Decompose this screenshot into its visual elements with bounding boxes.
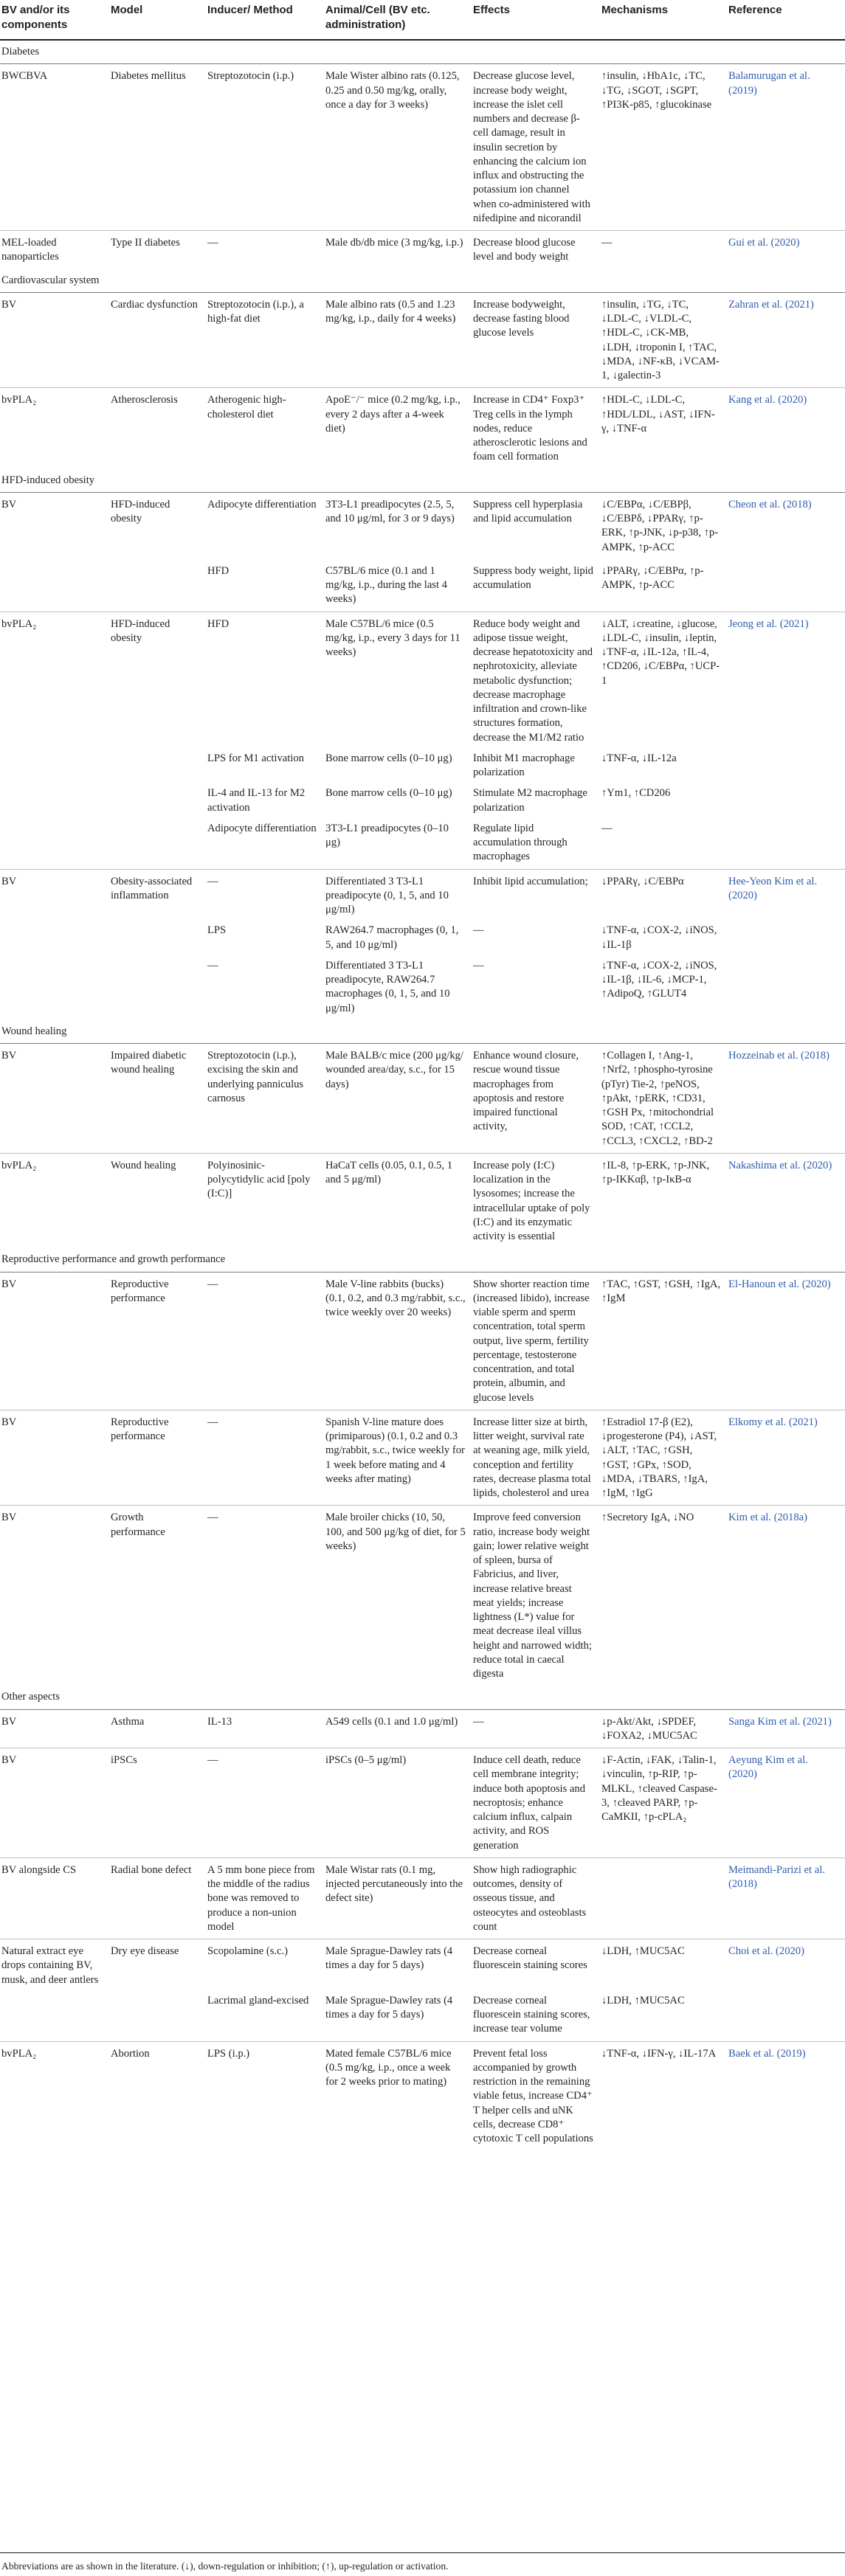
inducer-cell: — bbox=[206, 1272, 324, 1410]
table-row bbox=[0, 1857, 845, 1939]
animal-cell: Male Sprague-Dawley rats (4 times a day for 5 days) bbox=[325, 1945, 453, 1972]
effects-cell: Increase bodyweight, decrease fasting blood glucose levels bbox=[472, 292, 600, 388]
table-row bbox=[0, 64, 845, 231]
effects-cell: Decrease glucose level, increase body weight, increase the islet cell numbers and decrease β-cell damage, result in insulin secretion by enhancing the calcium ion influx and obstructing the potassium ion channel when co-administered with nifedipine and nicorandil bbox=[472, 64, 600, 231]
reference-link[interactable]: Elkomy et al. (2021) bbox=[727, 1410, 845, 1506]
model-cell: HFD-induced obesity bbox=[111, 617, 170, 644]
mechanisms-cell: — bbox=[601, 237, 613, 249]
reference-link[interactable]: Zahran et al. (2021) bbox=[727, 292, 845, 388]
section-row-obesity bbox=[0, 469, 845, 493]
components-cell bbox=[0, 921, 109, 957]
model-cell: Wound healing bbox=[111, 1159, 176, 1171]
components-cell bbox=[0, 559, 109, 612]
section-row-wound-healing bbox=[0, 1020, 845, 1044]
effects-cell: Inhibit lipid accumulation; bbox=[473, 875, 588, 887]
effects-cell: Decrease blood glucose level and body weight bbox=[473, 237, 576, 263]
model-cell bbox=[109, 1992, 206, 2041]
inducer-cell: HFD bbox=[206, 559, 324, 612]
mechanisms-cell: ↓TNF-α, ↓COX-2, ↓iNOS, ↓IL-1β, ↓IL-6, ↓MCP-1, ↑AdipoQ, ↑GLUT4 bbox=[601, 959, 717, 1000]
effects-cell: Reduce body weight and adipose tissue weight, decrease hepatotoxicity and nephrotoxicity, alleviate metabolic dysfunction; decrease macrophage infiltration and crown-like structures formation, decrease the M1/M2 ratio bbox=[473, 617, 593, 744]
effects-cell: Prevent fetal loss accompanied by growth restriction in the remaining viable fetus, increase CD4⁺ T helper cells and uNK cells, decrease CD8⁺ cytotoxic T cell populations bbox=[473, 2047, 593, 2144]
effects-cell: Regulate lipid accumulation through macrophages bbox=[472, 820, 600, 869]
components-cell: BV bbox=[1, 1512, 17, 1524]
components-cell bbox=[0, 820, 109, 869]
mechanisms-cell: ↑TAC, ↑GST, ↑GSH, ↑IgA, ↑IgM bbox=[600, 1272, 727, 1410]
mechanisms-cell: ↓ALT, ↓creatine, ↓glucose, ↓LDL-C, ↓insulin, ↓leptin, ↓TNF-α, ↓IL-12a, ↑IL-4, ↑CD206, ↓C/EBPα, ↑UCP-1 bbox=[601, 617, 720, 687]
section-title: HFD-induced obesity bbox=[0, 469, 845, 493]
table-row bbox=[0, 559, 845, 612]
inducer-cell: — bbox=[207, 1512, 218, 1524]
model-cell bbox=[109, 784, 206, 820]
inducer-cell: Lacrimal gland-excised bbox=[206, 1992, 324, 2041]
model-cell: Asthma bbox=[109, 1709, 206, 1748]
model-cell: Obesity-associated inflammation bbox=[111, 875, 193, 901]
header-components: BV and/or its components bbox=[1, 4, 70, 31]
mechanisms-cell: ↓LDH, ↑MUC5AC bbox=[601, 1945, 685, 1957]
effects-cell: — bbox=[473, 959, 484, 972]
effects-cell: Increase in CD4⁺ Foxp3⁺ Treg cells in the lymph nodes, reduce atherosclerotic lesions and foam cell formation bbox=[473, 394, 587, 463]
animal-cell: C57BL/6 mice (0.1 and 1 mg/kg, i.p., during the last 4 weeks) bbox=[324, 559, 472, 612]
effects-cell: — bbox=[473, 924, 484, 937]
inducer-cell: Scopolamine (s.c.) bbox=[207, 1945, 289, 1957]
animal-cell: 3T3-L1 preadipocytes (2.5, 5, and 10 μg/ml, for 3 or 9 days) bbox=[325, 498, 455, 524]
table-row bbox=[0, 612, 845, 749]
reference-cell bbox=[727, 1992, 845, 2041]
animal-cell: RAW264.7 macrophages (0, 1, 5, and 10 μg/ml) bbox=[325, 924, 459, 951]
inducer-cell: — bbox=[206, 1748, 324, 1858]
section-title: Cardiovascular system bbox=[0, 269, 845, 293]
reference-link[interactable]: Baek et al. (2019) bbox=[728, 2047, 806, 2060]
components-cell: bvPLA₂ bbox=[1, 1159, 37, 1171]
inducer-cell: IL-13 bbox=[206, 1709, 324, 1748]
inducer-cell: HFD bbox=[207, 617, 230, 630]
table-row bbox=[0, 1709, 845, 1748]
mechanisms-cell: ↑insulin, ↓TG, ↓TC, ↓LDL-C, ↓VLDL-C, ↑HDL-C, ↓CK-MB, ↓LDH, ↓troponin I, ↑TAC, ↓MDA, ↓NF-κB, ↓VCAM-1, ↓galectin-3 bbox=[600, 292, 727, 388]
mechanisms-cell: ↑Estradiol 17-β (E2), ↓progesterone (P4), ↓AST, ↓ALT, ↑TAC, ↑GSH, ↑GST, ↑GPx, ↑SOD, ↓MDA, ↓TBARS, ↑IgA, ↑IgM, ↑IgG bbox=[600, 1410, 727, 1506]
model-cell bbox=[109, 957, 206, 1020]
reference-link[interactable]: Kim et al. (2018a) bbox=[728, 1512, 807, 1524]
table-row bbox=[0, 292, 845, 388]
inducer-cell: Atherogenic high-cholesterol diet bbox=[207, 394, 286, 420]
components-cell: BV bbox=[0, 292, 109, 388]
reference-link[interactable]: Sanga Kim et al. (2021) bbox=[727, 1709, 845, 1748]
mechanisms-cell: ↑IL-8, ↑p-ERK, ↑p-JNK, ↑p-IKKαβ, ↑p-IκB-α bbox=[601, 1159, 710, 1185]
model-cell: Cardiac dysfunction bbox=[109, 292, 206, 388]
section-title: Other aspects bbox=[0, 1686, 845, 1709]
table-row bbox=[0, 1153, 845, 1248]
reference-link[interactable]: Balamurugan et al. (2019) bbox=[727, 64, 845, 231]
effects-cell: Suppress body weight, lipid accumulation bbox=[472, 559, 600, 612]
reference-link[interactable]: Choi et al. (2020) bbox=[728, 1945, 804, 1957]
animal-cell: Male Wistar rats (0.1 mg, injected percutaneously into the defect site) bbox=[324, 1857, 472, 1939]
model-cell: Diabetes mellitus bbox=[109, 64, 206, 231]
animal-cell: Differentiated 3 T3-L1 preadipocyte (0, 1, 5, and 10 μg/ml) bbox=[325, 875, 449, 915]
header-model: Model bbox=[111, 4, 143, 16]
components-cell: Natural extract eye drops containing BV, musk, and deer antlers bbox=[1, 1945, 99, 1986]
animal-cell: Male C57BL/6 mice (0.5 mg/kg, i.p., every 3 days for 11 weeks) bbox=[325, 617, 461, 658]
inducer-cell: — bbox=[207, 875, 218, 887]
mechanisms-cell: ↓LDH, ↑MUC5AC bbox=[600, 1992, 727, 2041]
inducer-cell: Adipocyte differentiation bbox=[207, 498, 317, 510]
animal-cell: iPSCs (0–5 μg/ml) bbox=[324, 1748, 472, 1858]
model-cell: Impaired diabetic wound healing bbox=[109, 1044, 206, 1154]
table-row bbox=[0, 869, 845, 921]
table-row bbox=[0, 1272, 845, 1410]
inducer-cell: Adipocyte differentiation bbox=[206, 820, 324, 869]
components-cell: BV bbox=[0, 1044, 109, 1154]
footnote-rule bbox=[0, 2552, 845, 2553]
effects-cell: Increase litter size at birth, litter weight, survival rate at weaning age, milk yield, conception and fertility rates, decrease plasma total lipids, cholesterol and urea bbox=[472, 1410, 600, 1506]
effects-cell: Improve feed conversion ratio, increase body weight gain; lower relative weight of spleen, bursa of Fabricius, and liver, increase relative breast meat yields; increase lightness (L*) value for meat decrease ileal villus height and narrowed width; reduce total in caecal digesta bbox=[473, 1512, 592, 1680]
animal-cell: Spanish V-line mature does (primiparous) (0.1, 0.2 and 0.3 mg/rabbit, s.c., twice weekly for 1 week before mating and 4 weeks after mating) bbox=[324, 1410, 472, 1506]
animal-cell: Male V-line rabbits (bucks) (0.1, 0.2, and 0.3 mg/rabbit, s.c., twice weekly over 20 weeks) bbox=[324, 1272, 472, 1410]
model-cell: Reproductive performance bbox=[109, 1410, 206, 1506]
animal-cell: Bone marrow cells (0–10 μg) bbox=[325, 787, 452, 800]
effects-cell: Inhibit M1 macrophage polarization bbox=[473, 752, 575, 778]
table-row bbox=[0, 1410, 845, 1506]
model-cell bbox=[109, 559, 206, 612]
reference-cell bbox=[727, 784, 845, 820]
reference-link[interactable]: Meimandi-Parizi et al. (2018) bbox=[727, 1857, 845, 1939]
mechanisms-cell: ↓TNF-α, ↓IL-12a bbox=[601, 752, 677, 764]
model-cell: Growth performance bbox=[111, 1512, 165, 1538]
inducer-cell: LPS bbox=[207, 924, 227, 937]
inducer-cell: — bbox=[206, 1410, 324, 1506]
mechanisms-cell bbox=[600, 1857, 727, 1939]
header-row bbox=[0, 0, 845, 40]
reference-link[interactable]: Aeyung Kim et al. (2020) bbox=[727, 1748, 845, 1858]
components-cell: BV bbox=[1, 875, 17, 887]
effects-cell: Stimulate M2 macrophage polarization bbox=[473, 787, 587, 814]
effects-cell: Enhance wound closure, rescue wound tissue macrophages from apoptosis and restore impaired functional activity, bbox=[472, 1044, 600, 1154]
model-cell bbox=[109, 820, 206, 869]
table-row bbox=[0, 749, 845, 785]
table-footnote: Abbreviations are as shown in the literature. (↓), down-regulation or inhibition; (↑), up-regulation or activation. bbox=[1, 2561, 449, 2572]
components-cell: BV bbox=[0, 1272, 109, 1410]
table-row bbox=[0, 231, 845, 269]
table-row bbox=[0, 2041, 845, 2150]
reference-cell bbox=[727, 820, 845, 869]
components-cell bbox=[0, 784, 109, 820]
header-animal-cell: Animal/Cell (BV etc. administration) bbox=[325, 4, 430, 31]
components-cell bbox=[0, 1992, 109, 2041]
table-row bbox=[0, 921, 845, 957]
animal-cell: Mated female C57BL/6 mice (0.5 mg/kg, i.p., once a week for 2 weeks prior to mating) bbox=[325, 2047, 452, 2088]
table-row bbox=[0, 1044, 845, 1154]
header-mechanisms: Mechanisms bbox=[601, 4, 669, 16]
model-cell: Type II diabetes bbox=[111, 237, 180, 249]
model-cell: Radial bone defect bbox=[109, 1857, 206, 1939]
model-cell: Reproductive performance bbox=[109, 1272, 206, 1410]
effects-cell: Increase poly (I:C) localization in the lysosomes; increase the intracellular uptake of poly (I:C) and its enzymatic activity is essential bbox=[473, 1159, 590, 1242]
animal-cell: Male broiler chicks (10, 50, 100, and 500 μg/kg of diet, for 5 weeks) bbox=[325, 1512, 466, 1552]
table-row bbox=[0, 820, 845, 869]
table-row bbox=[0, 492, 845, 559]
inducer-cell: — bbox=[207, 959, 218, 972]
reference-link[interactable]: Hee-Yeon Kim et al. (2020) bbox=[728, 875, 818, 901]
table-row bbox=[0, 1939, 845, 1992]
components-cell: BV bbox=[0, 1410, 109, 1506]
section-title: Reproductive performance and growth performance bbox=[0, 1248, 845, 1272]
reference-cell bbox=[727, 957, 845, 1020]
components-cell: bvPLA₂ bbox=[1, 394, 37, 406]
inducer-cell: LPS for M1 activation bbox=[207, 752, 304, 764]
mechanisms-cell: ↓PPARγ, ↓C/EBPα bbox=[601, 875, 684, 887]
section-title: Wound healing bbox=[0, 1020, 845, 1044]
reference-link[interactable]: Kang et al. (2020) bbox=[728, 394, 807, 406]
inducer-cell: — bbox=[207, 237, 218, 249]
header-inducer: Inducer/ Method bbox=[207, 4, 293, 16]
mechanisms-cell: ↑Ym1, ↑CD206 bbox=[601, 787, 671, 800]
section-row-other bbox=[0, 1686, 845, 1709]
effects-cell: Suppress cell hyperplasia and lipid accumulation bbox=[473, 498, 583, 524]
animal-cell: 3T3-L1 preadipocytes (0–10 μg) bbox=[324, 820, 472, 869]
animal-cell: A549 cells (0.1 and 1.0 μg/ml) bbox=[324, 1709, 472, 1748]
inducer-cell: Polyinosinic-polycytidylic acid [poly (I:C)] bbox=[207, 1159, 311, 1200]
components-cell: MEL-loaded nanoparticles bbox=[1, 237, 59, 263]
components-cell: BV alongside CS bbox=[0, 1857, 109, 1939]
model-cell bbox=[109, 749, 206, 785]
table-row bbox=[0, 957, 845, 1020]
effects-cell: Decrease corneal fluorescein staining scores bbox=[473, 1945, 587, 1972]
mechanisms-cell: ↓TNF-α, ↓IFN-γ, ↓IL-17A bbox=[601, 2047, 717, 2060]
animal-cell: Male albino rats (0.5 and 1.23 mg/kg, i.p., daily for 4 weeks) bbox=[324, 292, 472, 388]
reference-link[interactable]: Cheon et al. (2018) bbox=[728, 498, 812, 510]
inducer-cell: A 5 mm bone piece from the middle of the radius bone was removed to produce a non-union model bbox=[206, 1857, 324, 1939]
components-cell bbox=[0, 749, 109, 785]
mechanisms-cell: ↓C/EBPα, ↓C/EBPβ, ↓C/EBPδ, ↓PPARγ, ↑p-ERK, ↑p-JNK, ↓p-p38, ↑p-AMPK, ↑p-ACC bbox=[601, 498, 719, 553]
table-body bbox=[0, 40, 845, 2150]
effects-cell: Decrease corneal fluorescein staining scores, increase tear volume bbox=[472, 1992, 600, 2041]
model-cell: Atherosclerosis bbox=[111, 394, 178, 406]
animal-cell: Male db/db mice (3 mg/kg, i.p.) bbox=[325, 237, 463, 249]
effects-cell: Show shorter reaction time (increased libido), increase viable sperm and sperm concentration, total sperm output, live sperm, fertility percentage, testosterone concentration, and total protein, albumin, and glucose levels bbox=[472, 1272, 600, 1410]
components-cell: BV bbox=[1, 498, 17, 510]
animal-cell: HaCaT cells (0.05, 0.1, 0.5, 1 and 5 μg/ml) bbox=[325, 1159, 452, 1185]
mechanisms-cell: ↑insulin, ↓HbA1c, ↓TC, ↓TG, ↓SGOT, ↓SGPT, ↑PI3K-p85, ↑glucokinase bbox=[600, 64, 727, 231]
reference-link[interactable]: Gui et al. (2020) bbox=[728, 237, 800, 249]
components-cell: BWCBVA bbox=[0, 64, 109, 231]
inducer-cell: Streptozotocin (i.p.), a high-fat diet bbox=[206, 292, 324, 388]
mechanisms-cell: — bbox=[600, 820, 727, 869]
animal-cell: Differentiated 3 T3-L1 preadipocyte, RAW264.7 macrophages (0, 1, 5, and 10 μg/ml) bbox=[325, 959, 450, 1014]
model-cell: HFD-induced obesity bbox=[111, 498, 170, 524]
mechanisms-cell: ↑HDL-C, ↓LDL-C, ↑HDL/LDL, ↓AST, ↓IFN-γ, ↓TNF-α bbox=[601, 394, 715, 434]
table-row bbox=[0, 388, 845, 469]
model-cell: Abortion bbox=[111, 2047, 150, 2060]
components-cell: bvPLA₂ bbox=[1, 2047, 37, 2060]
reference-link[interactable]: Nakashima et al. (2020) bbox=[728, 1159, 832, 1171]
header-reference: Reference bbox=[728, 4, 782, 16]
table-row bbox=[0, 784, 845, 820]
inducer-cell: Streptozotocin (i.p.) bbox=[206, 64, 324, 231]
section-row-diabetes bbox=[0, 40, 845, 64]
components-cell: BV bbox=[0, 1748, 109, 1858]
table-row bbox=[0, 1506, 845, 1686]
mechanisms-cell: ↑Collagen I, ↑Ang-1, ↑Nrf2, ↑phospho-tyrosine (pTyr) Tie-2, ↑peNOS, ↑pAkt, ↑pERK, ↑CD31, ↑GSH Px, ↑mitochondrial SOD, ↑CAT, ↑CCL2, ↑CCL3, ↑CXCL2, ↑BD-2 bbox=[600, 1044, 727, 1154]
reference-cell bbox=[727, 559, 845, 612]
animal-cell: Male Sprague-Dawley rats (4 times a day for 5 days) bbox=[324, 1992, 472, 2041]
model-cell: Dry eye disease bbox=[111, 1945, 179, 1957]
model-cell bbox=[109, 921, 206, 957]
components-cell: BV bbox=[0, 1709, 109, 1748]
inducer-cell: Streptozotocin (i.p.), excising the skin and underlying panniculus carnosus bbox=[206, 1044, 324, 1154]
table-row bbox=[0, 1748, 845, 1858]
section-title: Diabetes bbox=[0, 40, 845, 64]
table-header bbox=[0, 0, 845, 40]
animal-cell: Male BALB/c mice (200 μg/kg/ wounded area/day, s.c., for 15 days) bbox=[324, 1044, 472, 1154]
model-cell: iPSCs bbox=[109, 1748, 206, 1858]
section-row-cardiovascular bbox=[0, 269, 845, 293]
mechanisms-cell: ↓F-Actin, ↓FAK, ↓Talin-1, ↓vinculin, ↑p-RIP, ↑p-MLKL, ↑cleaved Caspase-3, ↑cleaved PARP, ↑p-CaMKII, ↑p-cPLA₂ bbox=[600, 1748, 727, 1858]
components-cell: bvPLA₂ bbox=[1, 617, 37, 630]
table-row bbox=[0, 1992, 845, 2041]
section-row-reproductive bbox=[0, 1248, 845, 1272]
reference-link[interactable]: Jeong et al. (2021) bbox=[728, 617, 809, 630]
effects-cell: — bbox=[472, 1709, 600, 1748]
inducer-cell: LPS (i.p.) bbox=[207, 2047, 250, 2060]
animal-cell: Male Wister albino rats (0.125, 0.25 and 0.50 mg/kg, orally, once a day for 3 weeks) bbox=[324, 64, 472, 231]
mechanisms-cell: ↑Secretory IgA, ↓NO bbox=[601, 1512, 694, 1524]
mechanisms-cell: ↓p-Akt/Akt, ↓SPDEF, ↓FOXA2, ↓MUC5AC bbox=[600, 1709, 727, 1748]
components-cell bbox=[0, 957, 109, 1020]
effects-cell: Show high radiographic outcomes, density of osseous tissue, and osteocytes and osteoblasts count bbox=[472, 1857, 600, 1939]
animal-cell: ApoE⁻/⁻ mice (0.2 mg/kg, i.p., every 2 days after a 4-week diet) bbox=[325, 394, 461, 434]
effects-cell: Induce cell death, reduce cell membrane integrity; induce both apoptosis and necroptosis; enhance calcium influx, calpain activity, and ROS generation bbox=[472, 1748, 600, 1858]
reference-link[interactable]: El-Hanoun et al. (2020) bbox=[727, 1272, 845, 1410]
mechanisms-cell: ↓TNF-α, ↓COX-2, ↓iNOS, ↓IL-1β bbox=[601, 924, 717, 951]
reference-cell bbox=[727, 749, 845, 785]
header-effects: Effects bbox=[473, 4, 511, 16]
reference-link[interactable]: Hozzeinab et al. (2018) bbox=[727, 1044, 845, 1154]
animal-cell: Bone marrow cells (0–10 μg) bbox=[325, 752, 452, 764]
inducer-cell: IL-4 and IL-13 for M2 activation bbox=[207, 787, 306, 814]
mechanisms-cell: ↓PPARγ, ↓C/EBPα, ↑p-AMPK, ↑p-ACC bbox=[600, 559, 727, 612]
reference-cell bbox=[727, 921, 845, 957]
